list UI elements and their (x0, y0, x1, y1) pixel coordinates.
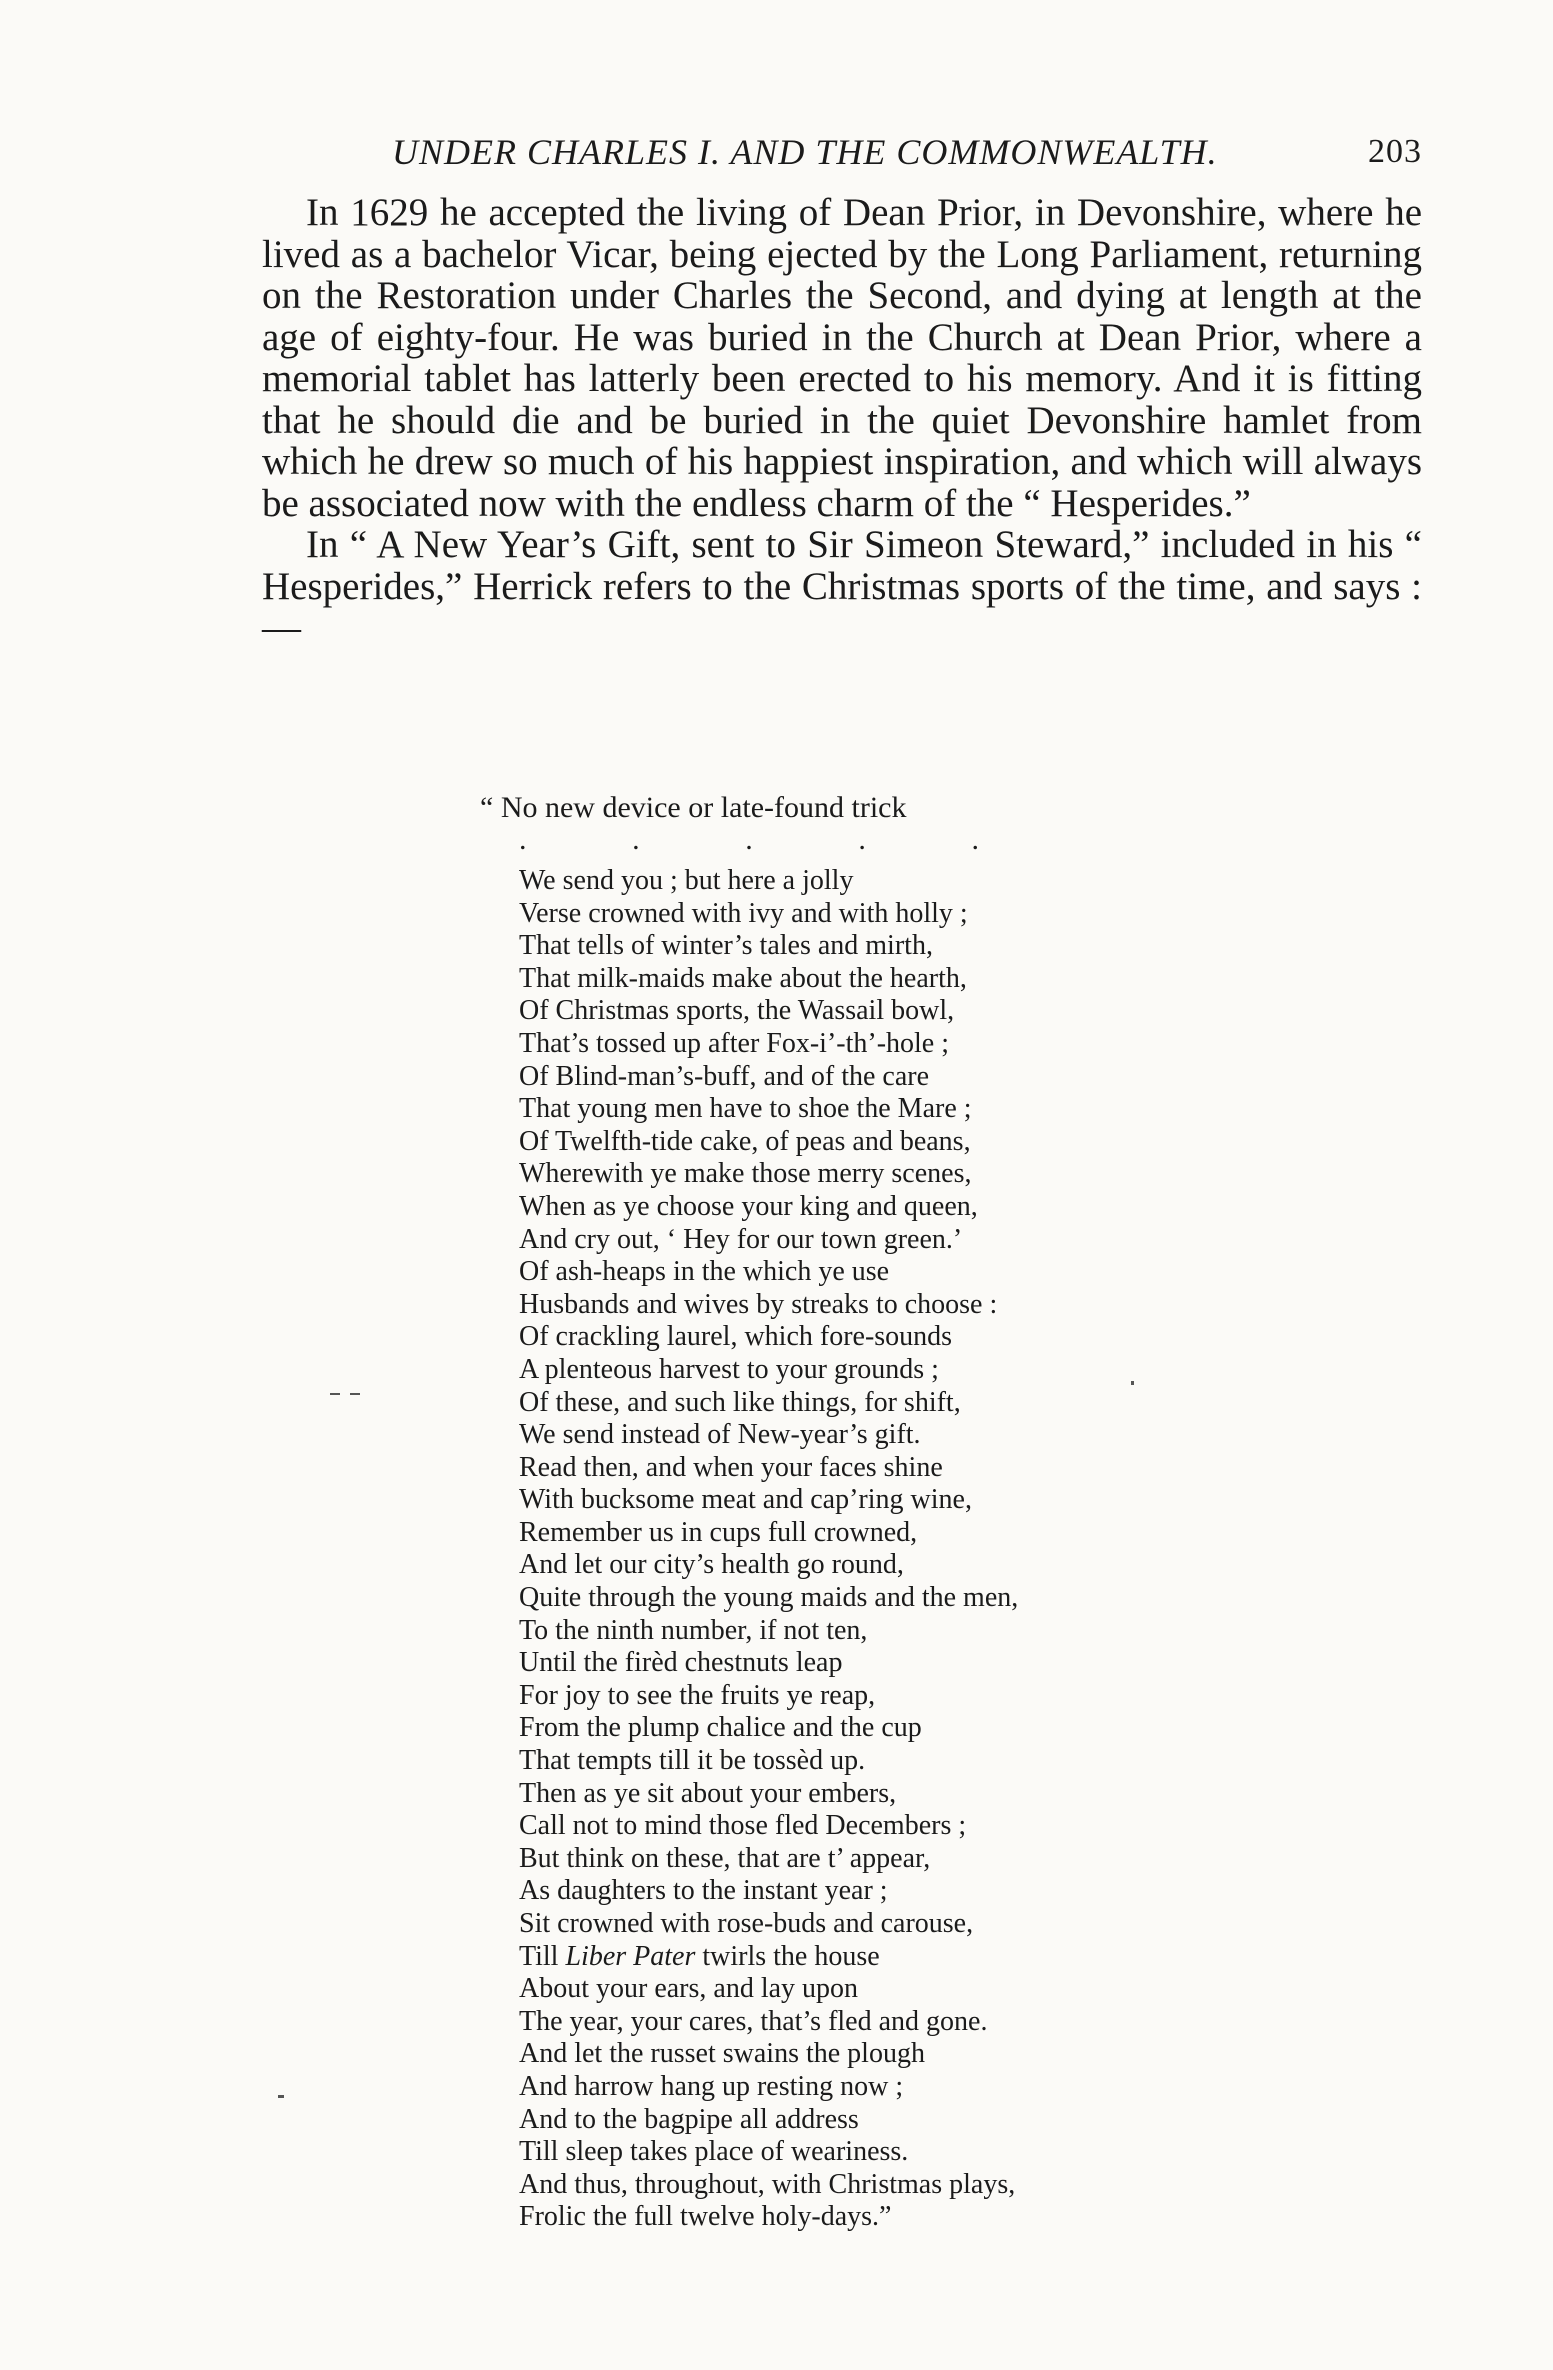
poem-line: The year, your cares, that’s fled and gone. (519, 2005, 988, 2037)
poem-line-end: twirls the house (695, 1940, 880, 1972)
poem-line: And cry out, ‘ Hey for our town green.’ (519, 1223, 963, 1255)
poem-line: That tells of winter’s tales and mirth, (519, 930, 933, 962)
scan-speck (1131, 1381, 1134, 1385)
poem-line: From the plump chalice and the cup (519, 1712, 922, 1744)
italic-name: Liber Pater (565, 1940, 696, 1972)
poem-line: And let the russet swains the plough (519, 2038, 925, 2070)
poem-verse (519, 865, 1018, 2234)
poem-line: Of these, and such like things, for shift, (519, 1386, 961, 1418)
poem-line: For joy to see the fruits ye reap, (519, 1679, 876, 1711)
poem-line-liber-pater (519, 1941, 1018, 1974)
poem-line: Sit crowned with rose-buds and carouse, (519, 1908, 974, 1939)
running-header (262, 128, 1422, 176)
poem-line: That tempts till it be tossèd up. (519, 1745, 866, 1777)
paragraph: In “ A New Year’s Gift, sent to Sir Simeon Steward,” included in his “ Hesperides,” Herrick refers to the Christmas sports of the time, and says :— (262, 523, 1422, 649)
poem-line: Of Twelfth-tide cake, of peas and beans, (519, 1125, 971, 1157)
ellipsis-dot: . (971, 823, 979, 856)
paragraph: In 1629 he accepted the living of Dean Prior, in Devonshire, where he lived as a bachelor Vicar, being ejected by the Long Parliament, returning on the Restoration under Charles the Second, and dying at length at the age of eighty-four. He was buried in the Church at Dean Prior, where a memorial tablet has latterly been erected to his memory. And it is fitting that he should die and be buried in the quiet Devonshire hamlet from which he drew so much of his happiest inspiration, and which will always be associated now with the endless charm of the “ Hesperides.” (262, 191, 1422, 525)
poem-line: But think on these, that are t’ appear, (519, 1842, 931, 1874)
poem-line-start: Till (519, 1940, 559, 1972)
page-number: 203 (1368, 133, 1422, 170)
poem-line: Till sleep takes place of weariness. (519, 2136, 909, 2168)
poem-line: To the ninth number, if not ten, (519, 1614, 868, 1646)
poem-ellipsis (519, 823, 979, 856)
poem-line: Call not to mind those fled Decembers ; (519, 1810, 967, 1842)
ellipsis-dot: . (632, 823, 640, 856)
poem-line: A plenteous harvest to your grounds ; (519, 1353, 939, 1385)
ellipsis-dot: . (745, 823, 753, 856)
running-title: UNDER CHARLES I. AND THE COMMONWEALTH. (392, 132, 1218, 172)
poem-line: And thus, throughout, with Christmas plays, (519, 2168, 1016, 2200)
ellipsis-dot: . (519, 823, 527, 856)
scan-speck (350, 1393, 360, 1395)
poem-line: Wherewith ye make those merry scenes, (519, 1158, 972, 1190)
poem-line: With bucksome meat and cap’ring wine, (519, 1484, 972, 1516)
poem-line: Of crackling laurel, which fore-sounds (519, 1321, 953, 1353)
poem-line: And let our city’s health go round, (519, 1549, 904, 1581)
poem-line: Read then, and when your faces shine (519, 1451, 943, 1483)
poem-line: Of ash-heaps in the which ye use (519, 1256, 890, 1288)
poem-line: That’s tossed up after Fox-i’-th’-hole ; (519, 1027, 950, 1059)
poem-line: Husbands and wives by streaks to choose : (519, 1288, 998, 1320)
poem-line: We send you ; but here a jolly (519, 865, 854, 896)
poem-line: Of Christmas sports, the Wassail bowl, (519, 995, 955, 1027)
poem-line: When as ye choose your king and queen, (519, 1190, 978, 1222)
poem-line: That young men have to shoe the Mare ; (519, 1093, 972, 1125)
poem-line: We send instead of New-year’s gift. (519, 1419, 921, 1451)
poem-line: And to the bagpipe all address (519, 2103, 859, 2135)
ellipsis-dot: . (858, 823, 866, 856)
poem-line: That milk-maids make about the hearth, (519, 962, 967, 994)
poem-line: Until the firèd chestnuts leap (519, 1647, 843, 1679)
poem-line: As daughters to the instant year ; (519, 1875, 888, 1907)
poem-line: Then as ye sit about your embers, (519, 1777, 897, 1809)
poem-line: Verse crowned with ivy and with holly ; (519, 897, 968, 929)
poem-line: Frolic the full twelve holy-days.” (519, 2201, 892, 2233)
poem-line: Quite through the young maids and the men, (519, 1582, 1019, 1614)
poem-line: Remember us in cups full crowned, (519, 1516, 918, 1548)
scan-speck (330, 1393, 340, 1395)
poem-line: About your ears, and lay upon (519, 1973, 859, 2005)
scan-speck (278, 2095, 284, 2098)
poem-first-line: “ No new device or late-found trick (480, 791, 907, 824)
prose-body (262, 192, 1422, 649)
poem-line: Of Blind-man’s-buff, and of the care (519, 1060, 930, 1092)
poem-line: And harrow hang up resting now ; (519, 2070, 904, 2102)
